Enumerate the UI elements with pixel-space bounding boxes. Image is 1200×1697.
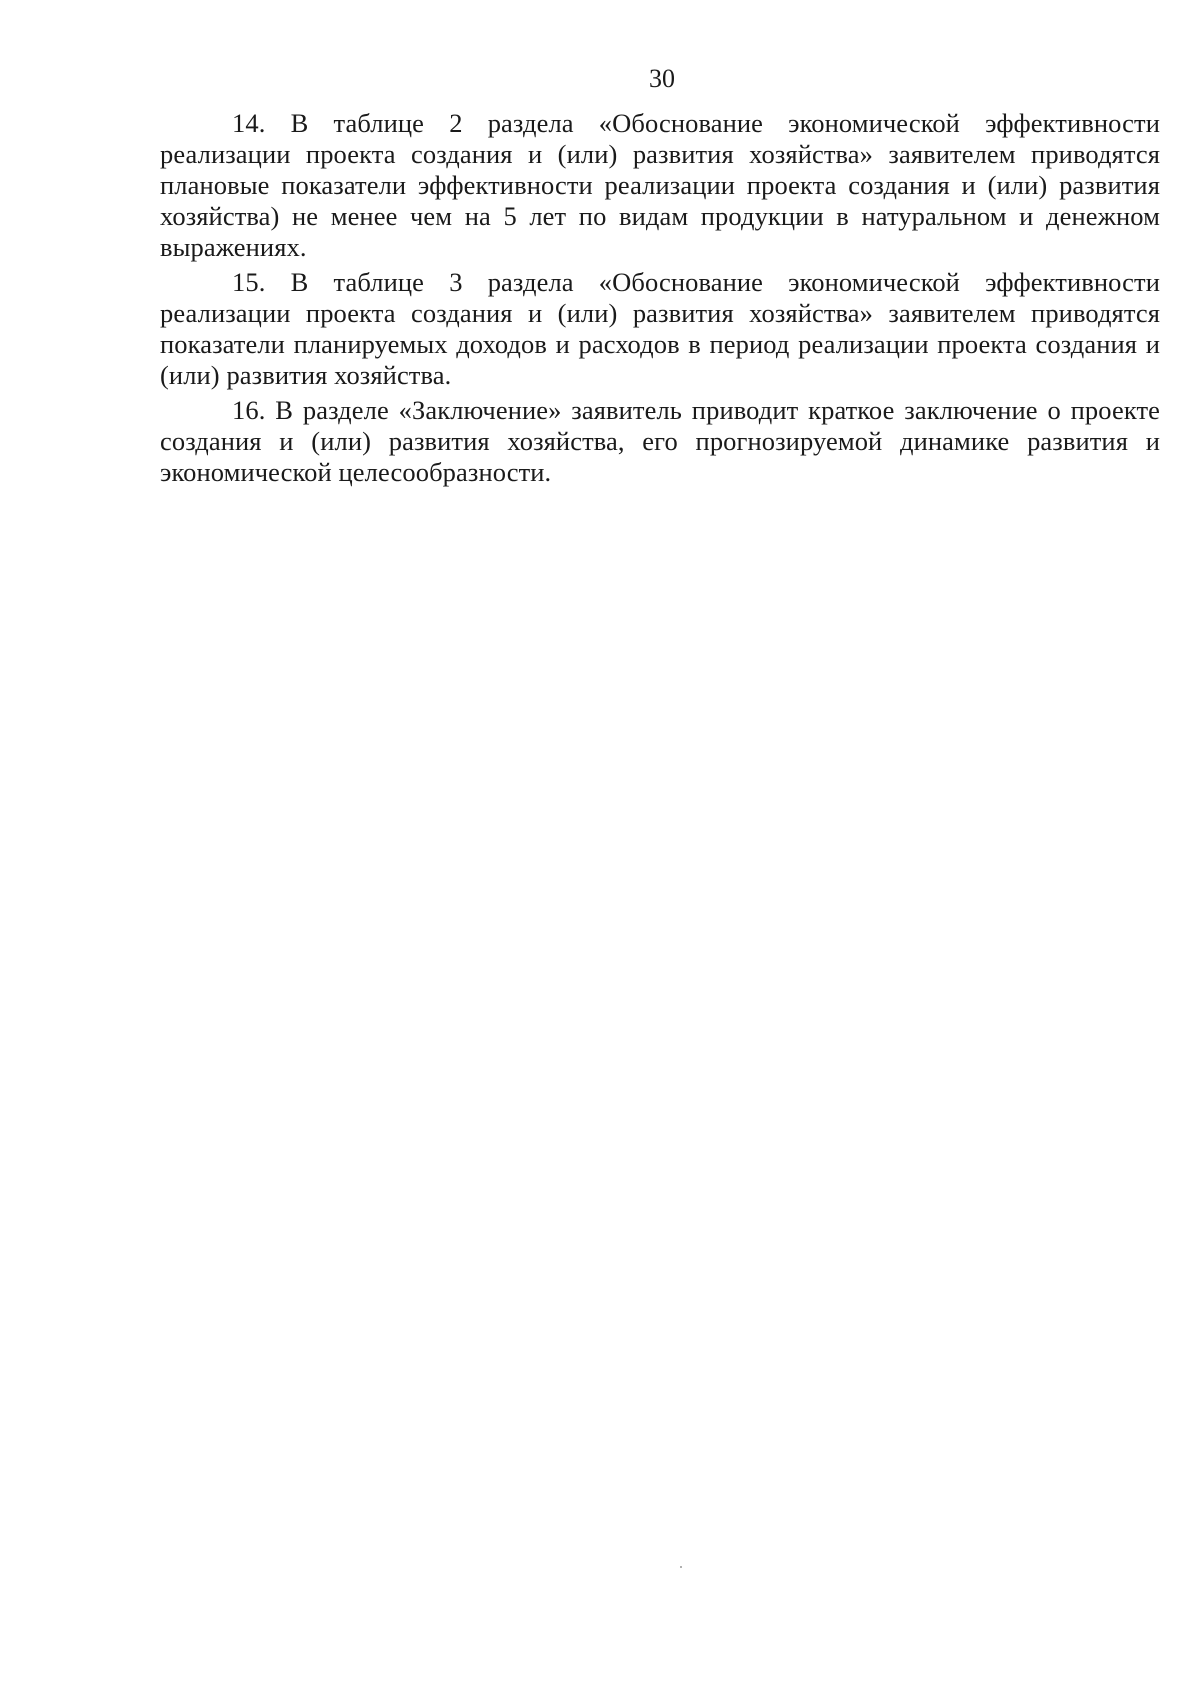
scan-speck: [680, 1566, 682, 1568]
document-body: [160, 108, 1160, 492]
paragraph-15: 15. В таблице 3 раздела «Обоснование экономической эффективности реализации проекта создания и (или) развития хозяйства» заявителем приводятся показатели планируемых доходов и расходов в период реализации проекта создания и (или) развития хозяйства.: [160, 267, 1160, 390]
page-number: 30: [649, 64, 675, 93]
paragraph-16: 16. В разделе «Заключение» заявитель приводит краткое заключение о проекте создания и (или) развития хозяйства, его прогнозируемой динамике развития и экономической целесообразности.: [160, 395, 1160, 487]
paragraph-14: 14. В таблице 2 раздела «Обоснование экономической эффективности реализации проекта создания и (или) развития хозяйства» заявителем приводятся плановые показатели эффективности реализации проекта создания и (или) развития хозяйства) не менее чем на 5 лет по видам продукции в натуральном и денежном выражениях.: [160, 108, 1160, 262]
